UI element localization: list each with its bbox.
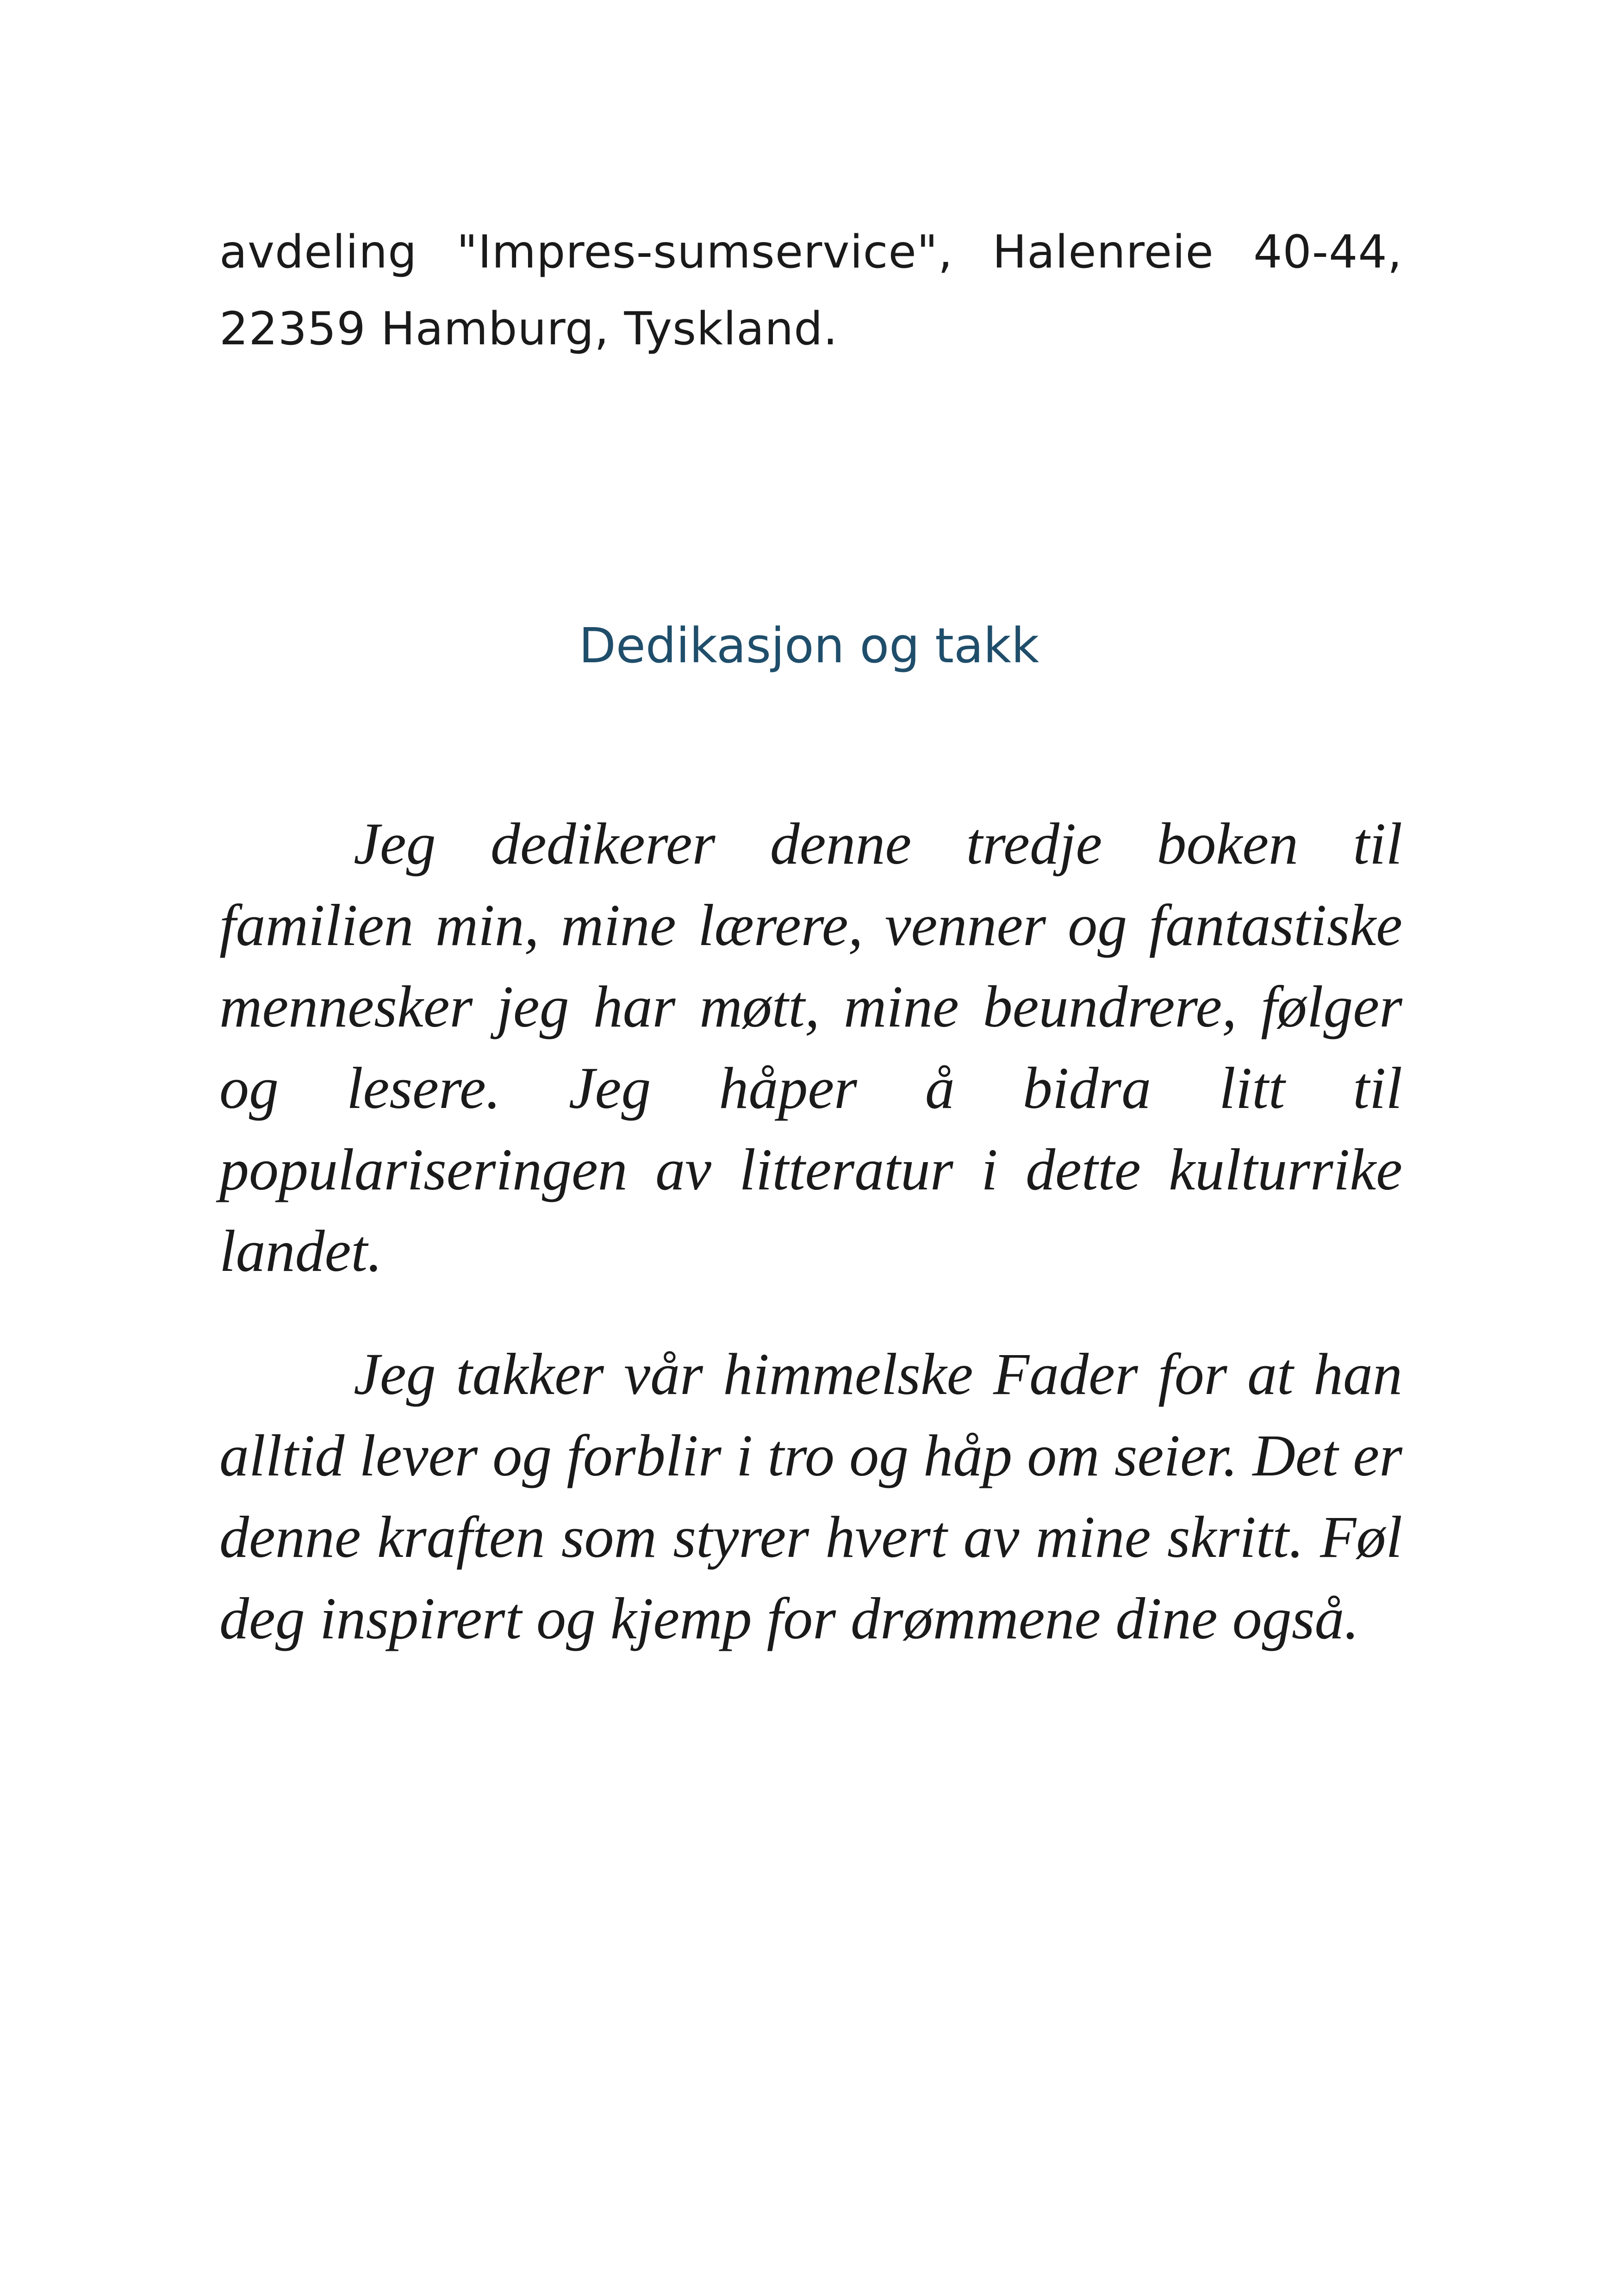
section-heading: Dedikasjon og takk (579, 617, 1039, 674)
address-text: avdeling "Impres-sumservice", Halenreie 40-44, 22359 Hamburg, Tyskland. (219, 226, 1402, 355)
thanks-paragraph: Jeg takker vår himmelske Fader for at han alltid lever og forblir i tro og håp om seier. Det er denne kraften som styrer hvert av mine skritt. Føl deg inspirert og kjemp for drømmene dine også. (219, 1341, 1402, 1651)
dedication-paragraph: Jeg dedikerer denne tredje boken til familien min, mine lærere, venner og fantastiske mennesker jeg har møtt, mine beundrere, følger og lesere. Jeg håper å bidra litt til populariseringen av litteratur i dette kulturrike landet. (219, 811, 1402, 1284)
dedication-body (219, 803, 1402, 1701)
